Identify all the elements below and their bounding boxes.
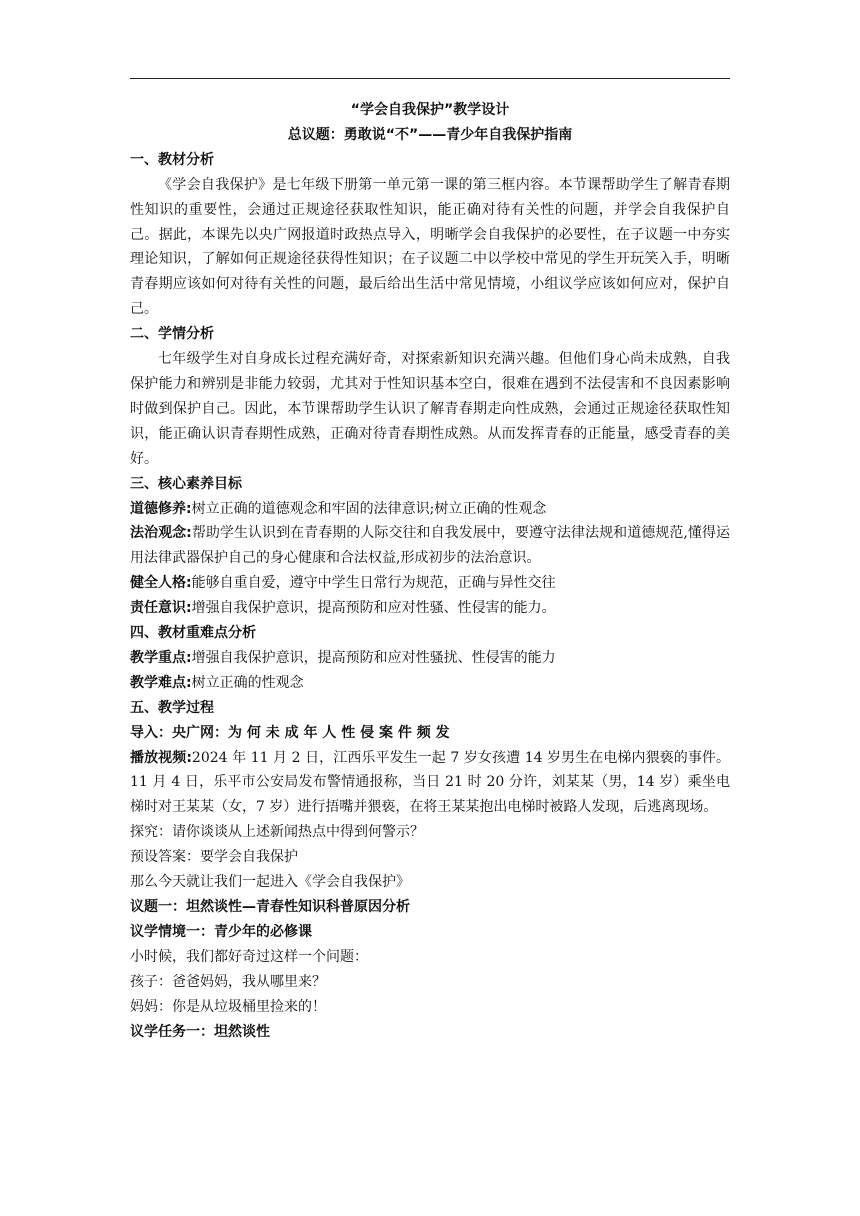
key-point-label: 教学重点: [130, 649, 192, 666]
difficult-point-item [130, 671, 730, 696]
video-text: 2024 年 11 月 2 日，江西乐平发生一起 7 岁女孩遭 14 岁男生在电梯内猥亵的事件。11 月 4 日，乐平市公安局发布警情通报称，当日 21 时 20 分许，刘某某（男，14 岁）乘坐电梯时对王某某（女，7 岁）进行捂嘴并猥亵，在将王某某抱出电梯时被路人发现，后逃离现场。 [130, 749, 730, 816]
lesson-intro: 导入：央广网：为 何 未 成 年 人 性 侵 案 件 频 发 [130, 724, 450, 741]
section-heading-teaching-process: 五、教学过程 [130, 699, 214, 716]
document-title: “学会自我保护”教学设计 [350, 102, 510, 118]
video-label: 播放视频: [130, 749, 192, 766]
document-body [130, 98, 730, 1044]
goal-text: 树立正确的道德观念和牢固的法律意识;树立正确的性观念 [191, 500, 547, 517]
goal-label: 健全人格: [130, 575, 192, 592]
dialogue-line: 孩子：爸爸妈妈，我从哪里来？ [130, 973, 326, 990]
goal-text: 帮助学生认识到在青春期的人际交往和自我发展中，要遵守法律法规和道德规范,懂得运用法律武器保护自己的身心健康和合法权益,形成初步的法治意识。 [130, 525, 730, 567]
video-paragraph [130, 746, 730, 821]
dialogue-line: 小时候，我们都好奇过这样一个问题： [130, 948, 368, 965]
enter-lesson: 那么今天就让我们一起进入《学会自我保护》 [130, 874, 410, 891]
key-point-item [130, 646, 730, 671]
goal-item-moral [130, 497, 730, 522]
goal-label: 责任意识: [130, 600, 192, 617]
difficult-point-label: 教学难点: [130, 674, 192, 691]
task-one-heading: 议学任务一：坦然谈性 [130, 1023, 270, 1040]
paragraph-textbook-analysis: 《学会自我保护》是七年级下册第一单元第一课的第三框内容。本节课帮助学生了解青春期性知识的重要性，会通过正规途径获取性知识，能正确对待有关性的问题，并学会自我保护自己。据此，本课先以央广网报道时政热点导入，明晰学会自我保护的必要性，在子议题一中夯实理论知识，了解如何正规途径获得性知识；在子议题二中以学校中常见的学生开玩笑入手，明晰青春期应该如何对待有关性的问题，最后给出生活中常见情境，小组议学应该如何应对，保护自己。 [130, 176, 730, 318]
goal-item-law [130, 521, 730, 571]
goal-text: 增强自我保护意识，提高预防和应对性骚、性侵害的能力。 [191, 600, 556, 617]
section-heading-core-goals: 三、核心素养目标 [130, 475, 242, 492]
header-rule [130, 78, 730, 79]
preset-answer: 预设答案：要学会自我保护 [130, 849, 298, 866]
goal-item-responsibility [130, 596, 730, 621]
dialogue-line: 妈妈：你是从垃圾桶里捡来的！ [130, 998, 326, 1015]
situation-one-heading: 议学情境一：青少年的必修课 [130, 923, 312, 940]
section-heading-textbook-analysis: 一、教材分析 [130, 151, 214, 168]
difficult-point-text: 树立正确的性观念 [191, 674, 304, 691]
key-point-text: 增强自我保护意识，提高预防和应对性骚扰、性侵害的能力 [191, 649, 556, 666]
section-heading-student-analysis: 二、学情分析 [130, 326, 214, 343]
explore-question: 探究：请你谈谈从上述新闻热点中得到何警示？ [130, 824, 424, 841]
goal-label: 法治观念: [130, 525, 192, 542]
topic-one-heading: 议题一：坦然谈性—青春性知识科普原因分析 [130, 899, 410, 915]
section-heading-key-points: 四、教材重难点分析 [130, 625, 256, 642]
goal-text: 能够自重自爱，遵守中学生日常行为规范，正确与异性交往 [191, 575, 556, 592]
goal-label: 道德修养: [130, 500, 192, 517]
document-subtitle: 总议题：勇敢说“不”——青少年自我保护指南 [287, 126, 573, 143]
goal-item-personality [130, 571, 730, 596]
paragraph-student-analysis: 七年级学生对自身成长过程充满好奇，对探索新知识充满兴趣。但他们身心尚未成熟，自我保护能力和辨别是非能力较弱，尤其对于性知识基本空白，很难在遇到不法侵害和不良因素影响时做到保护自己。因此，本节课帮助学生认识了解青春期走向性成熟，会通过正规途径获取性知识，能正确认识青春期性成熟，正确对待青春期性成熟。从而发挥青春的正能量，感受青春的美好。 [130, 351, 730, 467]
